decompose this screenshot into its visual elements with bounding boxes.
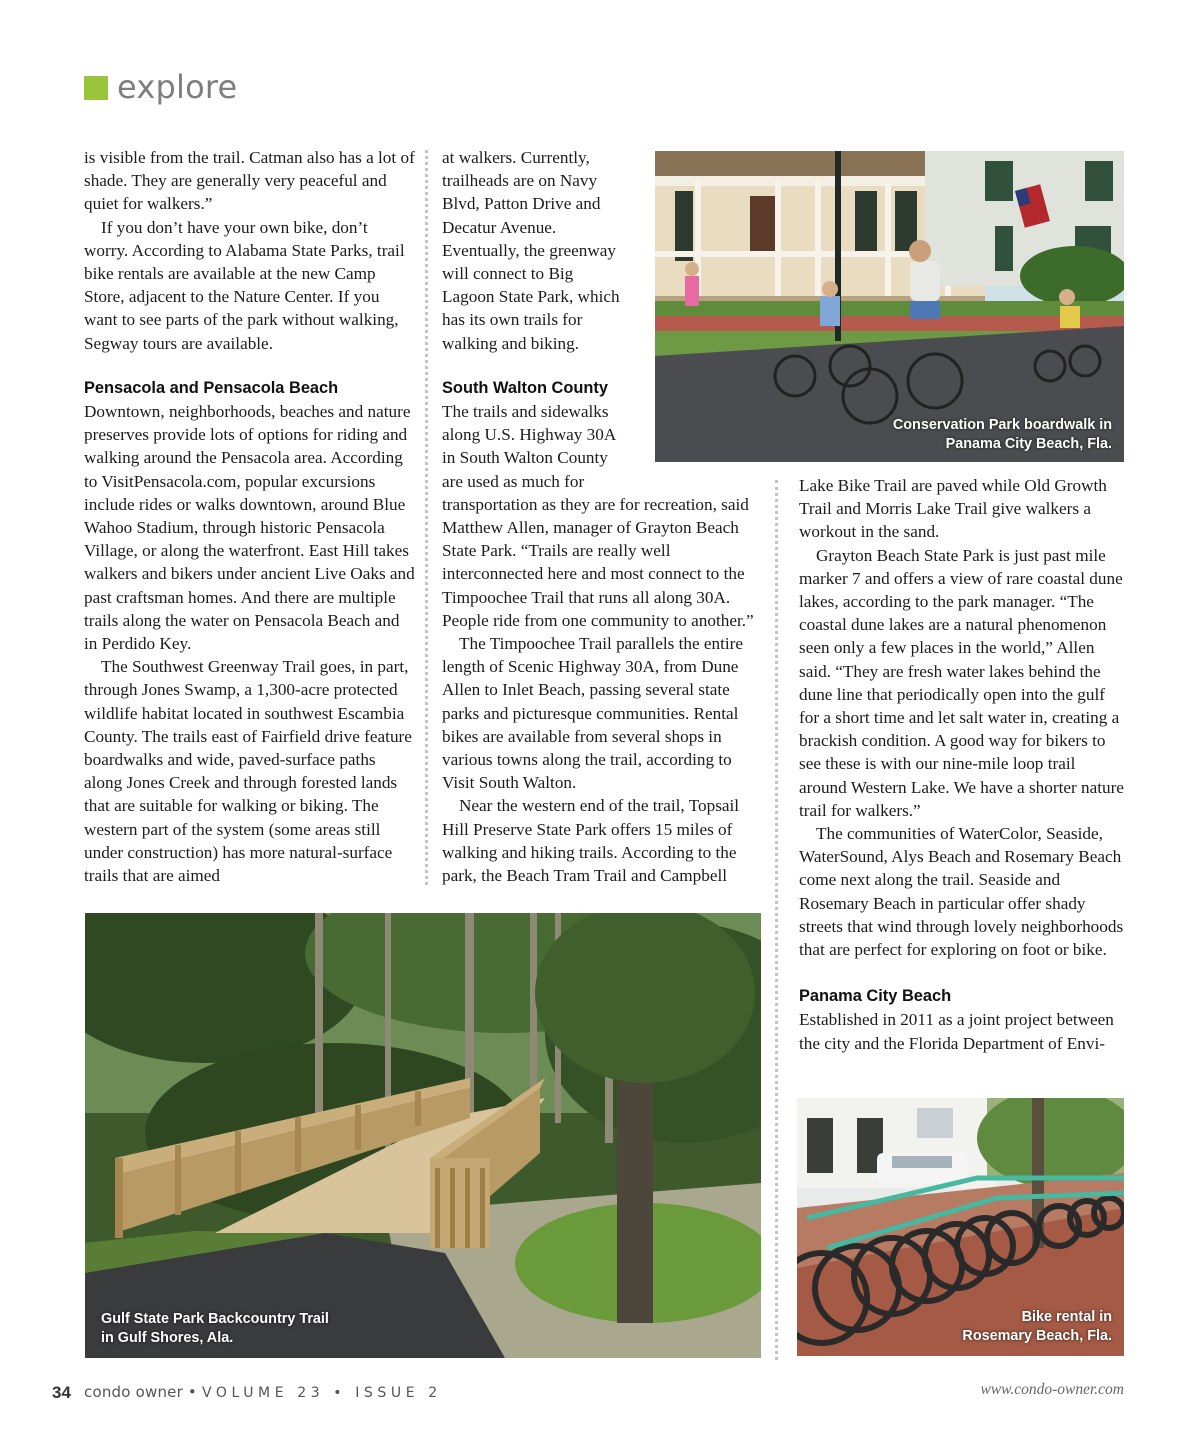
photo-caption: Conservation Park boardwalk in Panama City Beach, Fla. [892,417,1112,452]
column-divider [425,150,428,885]
photo-forest-boardwalk [85,913,761,1358]
paragraph: The trails and sidewalks along U.S. Highway 30A in South Walton County are used as much for [442,402,616,491]
magazine-issue [84,1383,442,1401]
article-column-1 [84,146,416,887]
paragraph: Grayton Beach State Park is just past mile marker 7 and offers a view of rare coastal dune lakes, according to the park manager. “The coastal dune lakes are a natural phenomenon seen only a few places in the world,” Allen said. “They are fresh water lakes behind the dune line that periodically open into the gulf for a short time and let salt water in, creating a brackish condition. A good way for bikers to see these is with our nine-mile loop trail around Western Lake. We have a shorter nature trail for walkers.” [799,545,1124,820]
paragraph: Established in 2011 as a joint project between the city and the Florida Department of Envi- [799,1010,1114,1053]
paragraph: Near the western end of the trail, Topsail Hill Preserve State Park offers 15 miles of walking and hiking trails. According to the park, the Beach Tram Trail and Campbell [442,796,740,886]
paragraph: Lake Bike Trail are paved while Old Growth Trail and Morris Lake Trail give walkers a workout in the sand. [799,476,1107,542]
article-column-3 [799,474,1126,1055]
photo-family-biking [655,151,1124,462]
paragraph: transportation as they are for recreation, said Matthew Allen, manager of Grayton Beach State Park. “Trails are really well interconnected here and most connect to the Timpoochee Trail that runs all along 30A. People ride from one community to another.” [442,494,754,630]
volume-issue: VOLUME 23 • ISSUE 2 [201,1385,442,1401]
bullet-separator: • [187,1383,202,1401]
photo-caption: Gulf State Park Backcountry Trail in Gulf Shores, Ala. [101,1311,329,1346]
photo-bike-rental [797,1098,1124,1356]
paragraph: The Southwest Greenway Trail goes, in part, through Jones Swamp, a 1,300-acre protected wildlife habitat located in southwest Escambia County. The trails east of Fairfield drive feature boardwalks and wide, paved-surface paths along Jones Creek and through forested lands that are suitable for walking or biking. The western part of the system (some areas still under construction) has more natural-surface trails that are aimed [84,657,412,886]
photo-caption: Bike rental in Rosemary Beach, Fla. [962,1309,1112,1344]
section-label: explore [117,68,238,106]
magazine-name: condo owner [84,1383,183,1401]
paragraph: Downtown, neighborhoods, beaches and nature preserves provide lots of options for riding and walking around the Pensacola area. According to VisitPensacola.com, popular excursions include rides or walks downtown, around Blue Wahoo Stadium, through historic Pensacola Village, or along the waterfront. East Hill takes walkers and bikers under ancient Live Oaks and past craftsman homes. And there are multiple trails along the water on Pensacola Beach and in Perdido Key. [84,402,415,654]
page-number: 34 [52,1383,71,1402]
website-link[interactable]: www.condo-owner.com [980,1381,1124,1398]
subheading-pensacola: Pensacola and Pensacola Beach [84,378,339,397]
subheading-panama-city: Panama City Beach [799,987,952,1006]
section-color-tab [84,76,108,100]
paragraph: If you don’t have your own bike, don’t worry. According to Alabama State Parks, trail bike rentals are available at the new Camp Store, adjacent to the Nature Center. If you want to see parts of the park without walking, Segway tours are available. [84,217,405,353]
paragraph: at walkers. Currently, trailheads are on Navy Blvd, Patton Drive and Decatur Avenue. Eventually, the greenway will connect to Big Lagoon State Park, which has its own trails for walking and biking. [442,148,620,353]
paragraph: The Timpoochee Trail parallels the entire length of Scenic Highway 30A, from Dune Allen to Inlet Beach, passing several state parks and picturesque communities. Rental bikes are available from several shops in various towns along the trail, according to Visit South Walton. [442,634,744,793]
column-divider [775,480,778,1360]
paragraph: The communities of WaterColor, Seaside, WaterSound, Alys Beach and Rosemary Beach come next along the trail. Seaside and Rosemary Beach in particular offer shady streets that wind through lovely neighborhoods that are perfect for exploring on foot or bike. [799,824,1124,960]
subheading-south-walton: South Walton County [442,378,608,397]
paragraph: is visible from the trail. Catman also has a lot of shade. They are generally very peaceful and quiet for walkers.” [84,148,415,214]
